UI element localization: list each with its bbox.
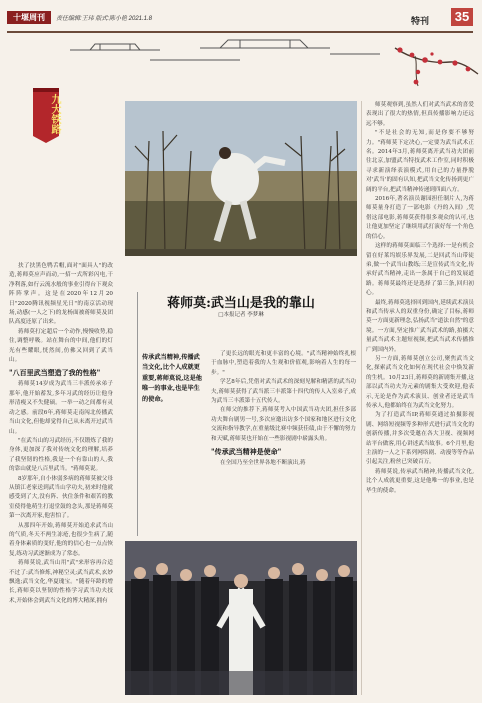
paragraph: 在师父的推荐下,蒋师莫考入中国武当功夫团,担任多部功夫舞台剧男一号,多次应邀出访多个国家和地区进行文化交流和指导教学,在重量级比赛中频获佳绩,由于不懈的努力和天赋,蒋师莫也开始在一些影视剧中崭露头角。 — [211, 407, 356, 442]
section-heading: "传承武当精神是使命" — [211, 447, 282, 457]
paragraph: 为了打造武当IP,蒋师莫通过拍摄影视剧、网络短视频等多种形式进行武当文化的创新传播,并多次受邀在各大卫视、视频网站平台做客,用心讲述武当故事。6个月里,他主演的一人之下系列网络剧、动漫等等作品引起关注,粉丝已突破百万。 — [366, 412, 474, 466]
paragraph: 蒋师莫打定超后一个动作,慢慢收势,稳住,调整呼吸。站在舞台的中间,他们的灯光有些耀眼,恍然间,仿佛又回到了武当山。 — [9, 328, 113, 364]
paragraph: 这样的蒋师莫面临三个选择:一是有机会留在好莱坞娱乐界发展,二是回武当山带徒弟,做一个武当山教练;三是宣传武当文化,传承好武当精神,走出一条属于自己的发展道路。蒋师莫最终还是选择了第三条,回归初心。 — [366, 243, 474, 297]
paragraph: 蒋师莫14岁成为武当三丰派传承弟子那年,他开始蓄发,多年习武的经历让他身形清瘦又不失健硕。一举一动之间都有灵动之感。前段6年,蒋师莫走南闯北传播武当山文化,但他却觉得自己从未离开过武当山。 — [9, 381, 113, 435]
paragraph: 从那四年开始,蒋师莫开始追求武当山的气质,冬天不两生冻疮,也很少生病了,随着身体素质的变好,他的的信心也一点点恢复,练功习武逐渐成为了常态。 — [9, 522, 113, 557]
paragraph: 蒋师莫说,传承武当精神,传播武当文化,比个人成就更重要,这是他唯一的事业,也是毕生的使命。 — [366, 468, 474, 494]
editor-credits: 责任编辑:王玮 版式:陈小艳 2021.1.8 — [56, 16, 153, 22]
newspaper-brand: 十堰周刊 — [7, 11, 51, 24]
paragraph: 2016年,著名演员谢园担任制片人,为蒋师莫量身打造了一部电影《丹的入间》,凭借这部电影,蒋师莫获得很多观众的认可,也让他更加坚定了继续用武打演好每一个角色的信心。 — [366, 196, 474, 240]
paragraph: "在武当山的习武经历,不仅锻炼了我的身体,更加深了我对传统文化的理解,培养了我坚韧的性格,我是一个有靠山的人,我的靠山就是八百里武当。"蒋师莫说。 — [9, 437, 113, 473]
building-plum-decoration — [0, 34, 482, 94]
page-number-badge: 35 — [451, 8, 473, 26]
paragraph: 了更长远的眼光和更丰富的心境。"武当精神始终扎根于血脉中,塑造着我的人生观和价值观,影响着人生的每一步。" — [211, 351, 356, 376]
banner-text: 九大铁路 — [49, 94, 60, 134]
paragraph: 另一方面,蒋师莫创立公司,聚焦武当文化,探索武当文化如何在现代社会中焕发新的生机。10月23日,蒋师莫的新剧集开播,这部以武当功夫为元素的剧集大受欢迎,他表示,无论是作为武术演员、创业者还是武当传承人,他都始终在为武当文化努力。 — [366, 355, 474, 409]
group-stage-photo — [125, 541, 357, 695]
paragraph: 扶了扶黑色鸭舌帽,面对"面具人"的改造,蒋师莫应声而动,一招一式所彩闪电,干净利落,如行云流水般的事业引得台下观众阵阵掌声。这是在2020年12月20日"2020腾讯视频星光日"的南京活动现场,动感(一人之下)的龙杨面被蒋师莫及团队高度还原了出来。 — [9, 263, 113, 326]
column-rule — [361, 101, 362, 695]
paragraph: 8岁那年,自小体弱多病的蒋师莫被父母从镇江老家送到武当山学功夫,初来时他就感受到了大,没有阵、伙住条件和艰苦的教室使得他萌生打退堂鼓的念头,那是蒋师莫第一次离开家,他害怕了。 — [9, 475, 113, 520]
paragraph: 最终,蒋师莫选择回到国内,延续武术演员和武当传承人的双重身份,确定了目标,蒋师莫一方面更新理念,弘扬武当"道法自然"的意境。一方面,坚定推广武当武术的路,拍摄大量武当武术主题短视频,把武当武术传播推广到国内外。 — [366, 299, 474, 353]
paragraph: "不是社会的无知,而是你要不够努力。"蒋师莫下定决心,一定要为武当武术正名。2014年3月,蒋师莫离开武当功夫团前往北京,加盟武当特技武术工作室,同时积极寻求新演绎表演模式,用自己的力量挣脱对'武当'的固有认知,把武当文化传扬到更广阔的平台,把武当精神传递到四面八方。 — [366, 130, 474, 193]
paragraph: 师莫观察到,虽然人们对武当武术的喜爱表现出了很大的热情,但真传播影响力还远远不够。 — [366, 102, 474, 127]
series-banner — [31, 86, 61, 144]
header-rule — [7, 31, 473, 33]
pull-quote-rule — [137, 292, 138, 536]
wudang-performer-photo — [125, 101, 357, 256]
paragraph: 学艺8年后,凭借对武当武术的深刻见解和精湛的武当功夫,蒋师莫获得了武当派三丰派第十四代的传人入室弟子,成为武当三丰派第十五代传人。 — [211, 379, 356, 405]
section-label: 特刊 — [411, 16, 430, 26]
text-column-2 — [211, 350, 356, 536]
paragraph: 在全国乃至全世界各地不断演出,蒋 — [219, 460, 306, 467]
pull-quote: 传承武当精神,传播武当文化,比个人成就更重要,蒋师莫说,这是他唯一的事业,也是毕生的使命。 — [142, 354, 202, 403]
text-column-3 — [366, 101, 474, 697]
paragraph: 蒋师莫说,武当山用"武"来形容再合适不过了:武当修炼,神秘空灵;武当武术,玄妙飘逸;武当文化,华夏瑰宝。"随着年龄的增长,蒋师莫以坚韧的性格学习武当功夫技术,开始体会到武当文化的博大精深,拥有 — [9, 560, 113, 604]
article-title: 蒋师莫:武当山是我的靠山 — [167, 296, 315, 311]
section-heading: "八百里武当塑造了我的性格" — [9, 368, 101, 378]
text-column-1 — [9, 262, 113, 698]
article-byline: □本报记者 李梦琳 — [218, 312, 264, 318]
